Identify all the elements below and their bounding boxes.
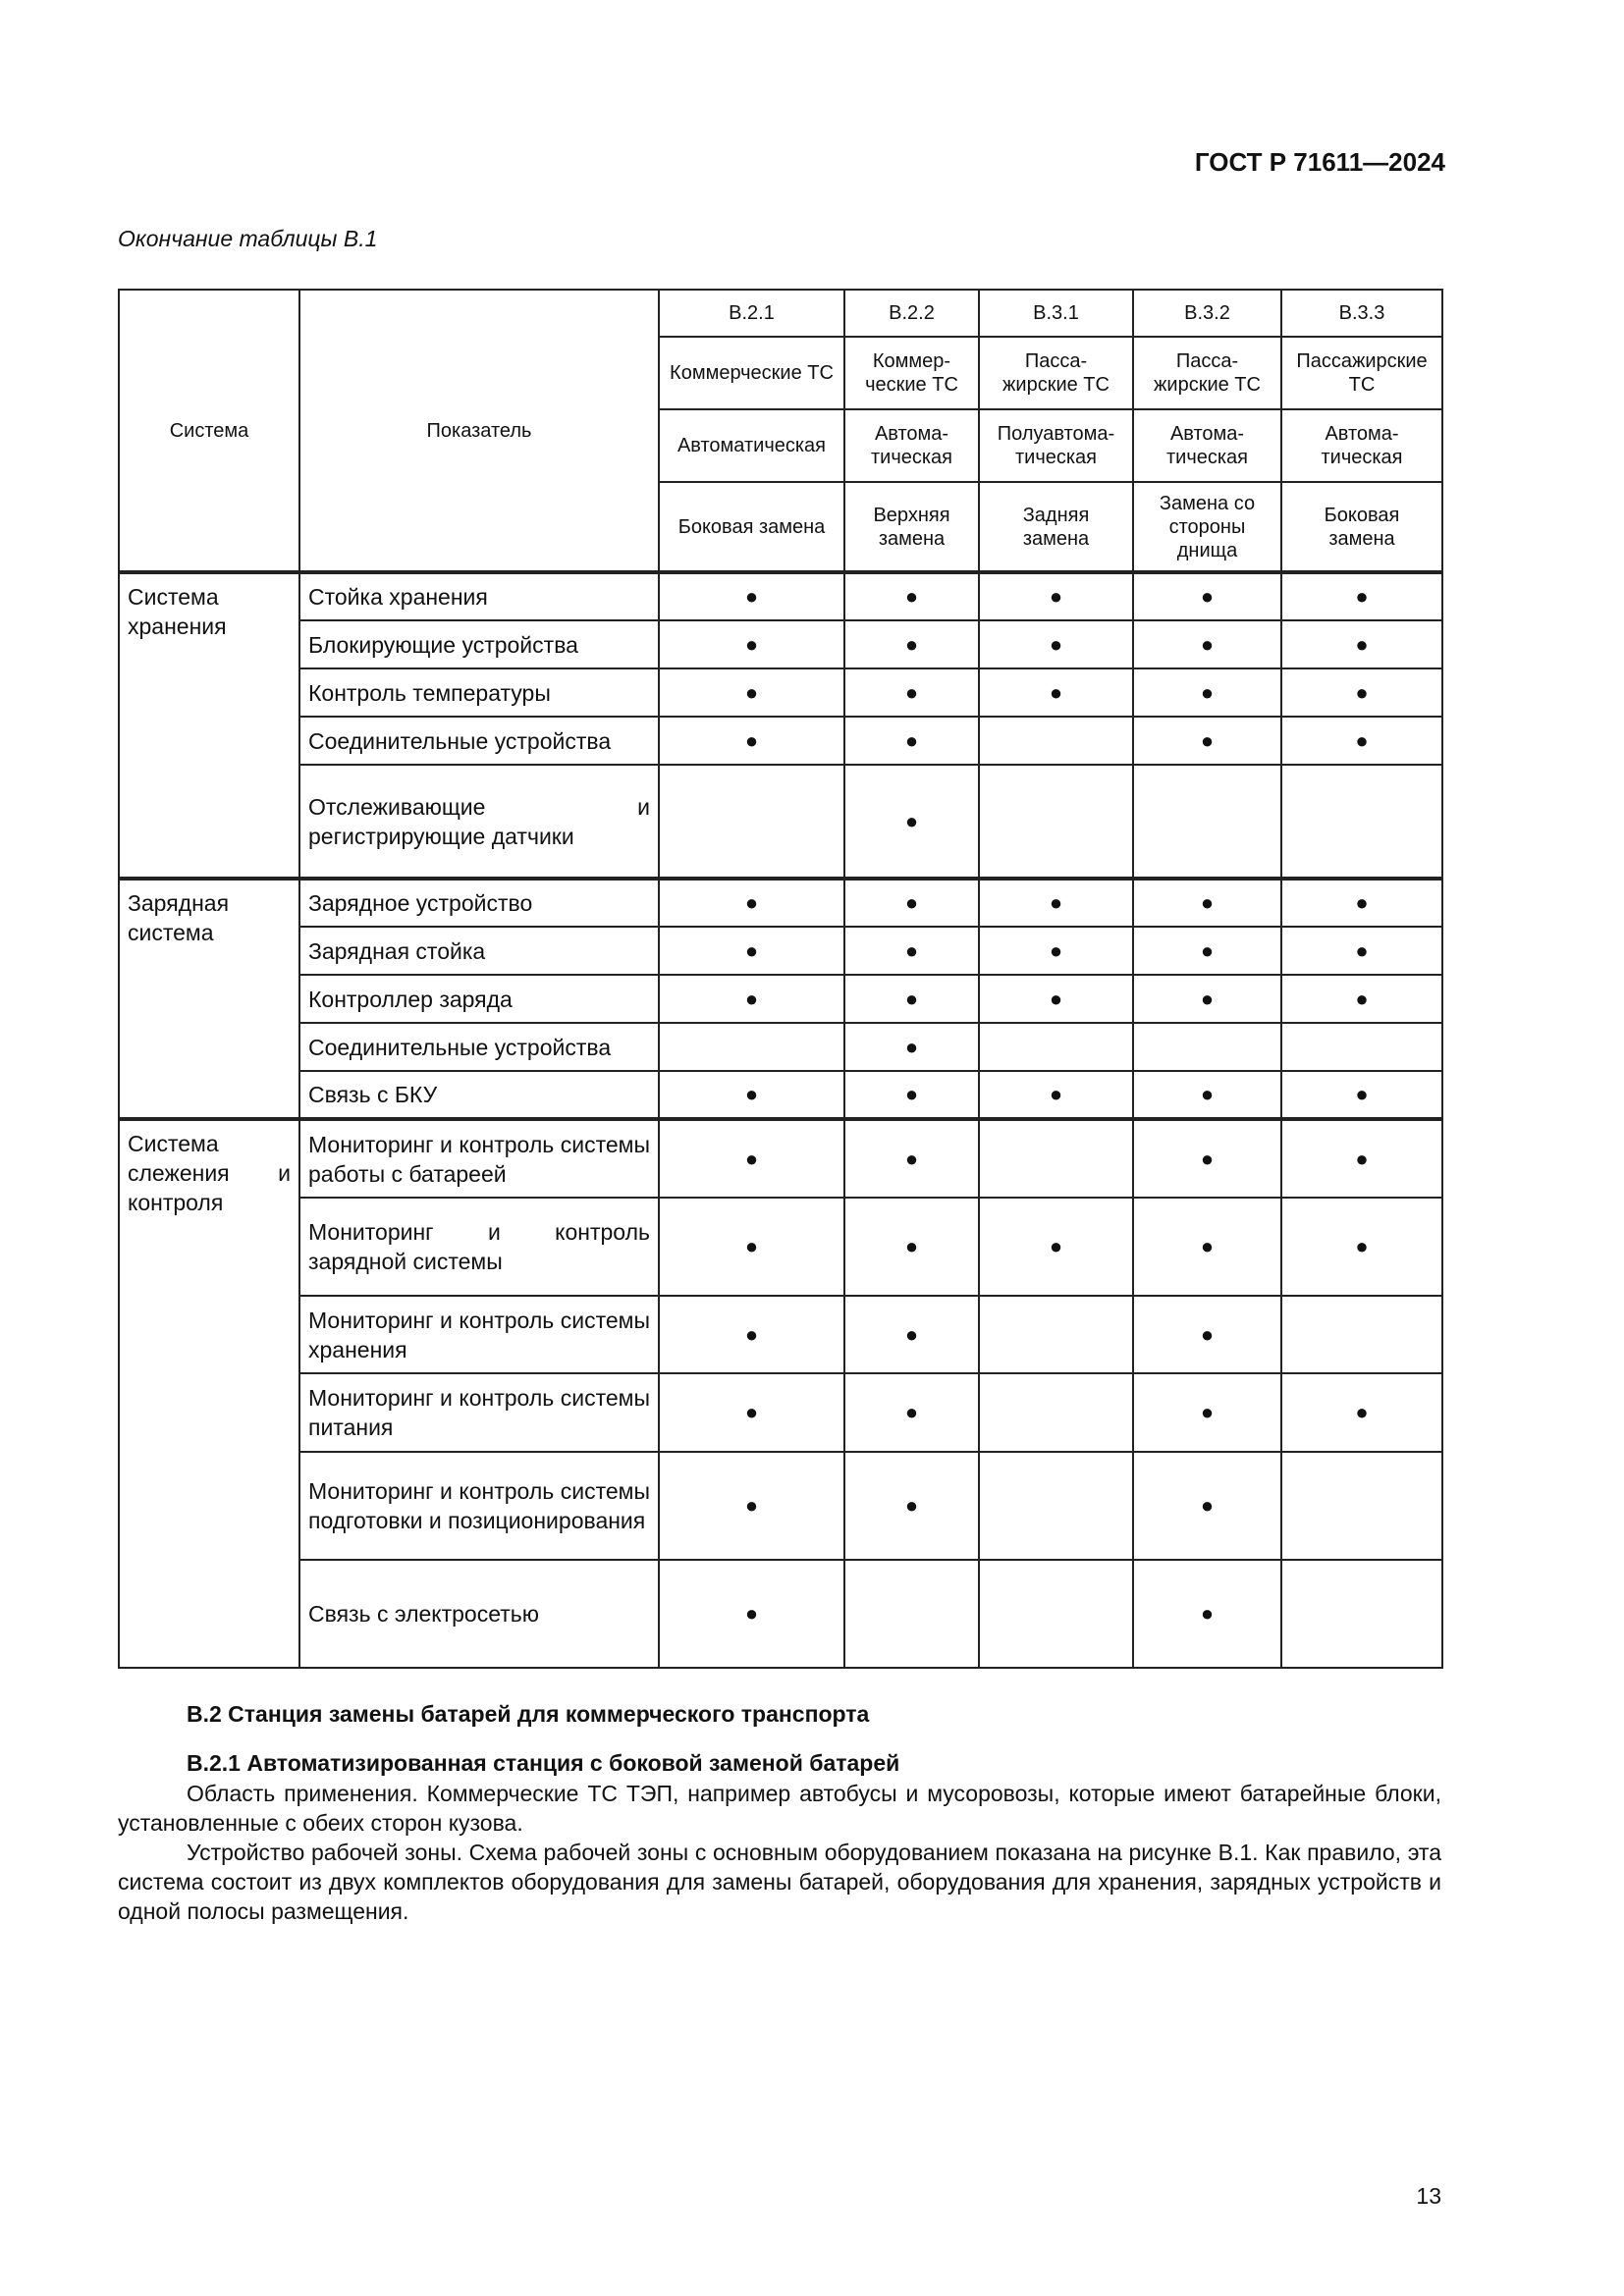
indicator-cell: Мониторинг и контроль системы подготовки и позиционирования xyxy=(299,1452,659,1560)
bullet-mark: ● xyxy=(904,1493,919,1518)
mark-cell xyxy=(1133,1373,1281,1452)
bullet-mark: ● xyxy=(1355,890,1369,915)
bullet-mark: ● xyxy=(744,890,759,915)
mark-cell xyxy=(979,1373,1133,1452)
mark-cell xyxy=(1281,1198,1442,1296)
mark-cell xyxy=(659,1119,844,1198)
bullet-mark: ● xyxy=(744,631,759,657)
bullet-mark: ● xyxy=(904,727,919,753)
header-system: Система xyxy=(119,290,299,572)
mark-cell xyxy=(1281,765,1442,879)
mark-cell xyxy=(659,1071,844,1119)
indicator-cell: Связь с электросетью xyxy=(299,1560,659,1668)
bullet-mark: ● xyxy=(1049,584,1063,609)
bullet-mark: ● xyxy=(1355,584,1369,609)
mark-cell xyxy=(1133,572,1281,620)
mark-cell xyxy=(1281,1071,1442,1119)
mark-cell xyxy=(1133,1560,1281,1668)
mark-cell xyxy=(659,975,844,1023)
mark-cell xyxy=(1281,1119,1442,1198)
header-side: Верхняя замена xyxy=(844,482,979,572)
mark-cell xyxy=(659,668,844,717)
mark-cell xyxy=(979,1560,1133,1668)
equipment-table xyxy=(118,289,1443,1669)
bullet-mark: ● xyxy=(1049,631,1063,657)
indicator-cell: Мониторинг и контроль зарядной системы xyxy=(299,1198,659,1296)
mark-cell xyxy=(844,879,979,927)
mark-cell xyxy=(659,717,844,765)
bullet-mark: ● xyxy=(1355,727,1369,753)
bullet-mark: ● xyxy=(1200,890,1215,915)
bullet-mark: ● xyxy=(744,1321,759,1347)
mark-cell xyxy=(1133,765,1281,879)
bullet-mark: ● xyxy=(904,631,919,657)
mark-cell xyxy=(1281,1296,1442,1373)
bullet-mark: ● xyxy=(1200,631,1215,657)
bullet-mark: ● xyxy=(744,584,759,609)
header-side: Боковая замена xyxy=(659,482,844,572)
mark-cell xyxy=(659,572,844,620)
mark-cell xyxy=(1133,1119,1281,1198)
mark-cell xyxy=(1281,717,1442,765)
bullet-mark: ● xyxy=(1200,1234,1215,1258)
bullet-mark: ● xyxy=(1200,1321,1215,1347)
bullet-mark: ● xyxy=(904,679,919,705)
table-row xyxy=(119,668,1442,717)
header-mode: Автома-тическая xyxy=(844,409,979,482)
mark-cell xyxy=(659,1296,844,1373)
mark-cell xyxy=(1133,1296,1281,1373)
bullet-mark: ● xyxy=(1049,937,1063,963)
mark-cell xyxy=(979,1119,1133,1198)
mark-cell xyxy=(844,1296,979,1373)
paragraph-scope: Область применения. Коммерческие ТС ТЭП, например автобусы и мусоровозы, которые имеют батарейные блоки, установленные с обеих сторон кузова. xyxy=(118,1781,1441,1836)
header-mode: Автоматическая xyxy=(659,409,844,482)
bullet-mark: ● xyxy=(904,890,919,915)
table-row xyxy=(119,765,1442,879)
table-row xyxy=(119,1560,1442,1668)
bullet-mark: ● xyxy=(1049,1234,1063,1258)
bullet-mark: ● xyxy=(1049,1082,1063,1106)
mark-cell xyxy=(844,1071,979,1119)
mark-cell xyxy=(659,765,844,879)
header-code: B.2.1 xyxy=(659,290,844,337)
indicator-cell: Соединительные устройства xyxy=(299,1023,659,1071)
mark-cell xyxy=(1281,668,1442,717)
mark-cell xyxy=(979,1071,1133,1119)
table-row xyxy=(119,1023,1442,1071)
mark-cell xyxy=(1133,1071,1281,1119)
bullet-mark: ● xyxy=(1355,937,1369,963)
mark-cell xyxy=(1133,668,1281,717)
mark-cell xyxy=(1281,1373,1442,1452)
mark-cell xyxy=(1281,572,1442,620)
header-row-codes xyxy=(119,290,1442,337)
header-vehicle: Пасса-жирские ТС xyxy=(1133,337,1281,409)
bullet-mark: ● xyxy=(1355,631,1369,657)
page-number: 13 xyxy=(1416,2183,1441,2209)
mark-cell xyxy=(844,1023,979,1071)
mark-cell xyxy=(659,1452,844,1560)
header-indicator: Показатель xyxy=(299,290,659,572)
mark-cell xyxy=(844,572,979,620)
bullet-mark: ● xyxy=(904,937,919,963)
bullet-mark: ● xyxy=(904,1146,919,1171)
mark-cell xyxy=(979,717,1133,765)
mark-cell xyxy=(979,1452,1133,1560)
mark-cell xyxy=(1281,975,1442,1023)
bullet-mark: ● xyxy=(1200,584,1215,609)
header-code: B.3.3 xyxy=(1281,290,1442,337)
mark-cell xyxy=(844,1119,979,1198)
bullet-mark: ● xyxy=(1355,986,1369,1011)
mark-cell xyxy=(844,1452,979,1560)
document-code: ГОСТ Р 71611—2024 xyxy=(1194,147,1445,177)
mark-cell xyxy=(1133,620,1281,668)
indicator-cell: Стойка хранения xyxy=(299,572,659,620)
mark-cell xyxy=(659,1560,844,1668)
bullet-mark: ● xyxy=(744,727,759,753)
mark-cell xyxy=(659,927,844,975)
table-row xyxy=(119,1198,1442,1296)
table-caption: Окончание таблицы В.1 xyxy=(118,226,378,251)
mark-cell xyxy=(979,879,1133,927)
mark-cell xyxy=(844,620,979,668)
section-heading-b21: В.2.1 Автоматизированная станция с боковой заменой батарей xyxy=(187,1750,900,1776)
mark-cell xyxy=(979,975,1133,1023)
table-row xyxy=(119,620,1442,668)
section-heading-b2: В.2 Станция замены батарей для коммерческого транспорта xyxy=(187,1701,870,1727)
mark-cell xyxy=(1281,620,1442,668)
bullet-mark: ● xyxy=(1200,937,1215,963)
bullet-mark: ● xyxy=(1200,679,1215,705)
mark-cell xyxy=(1133,1198,1281,1296)
mark-cell xyxy=(1281,927,1442,975)
table-row xyxy=(119,1296,1442,1373)
bullet-mark: ● xyxy=(744,679,759,705)
mark-cell xyxy=(844,1198,979,1296)
header-side: Задняя замена xyxy=(979,482,1133,572)
bullet-mark: ● xyxy=(904,584,919,609)
mark-cell xyxy=(1133,1452,1281,1560)
mark-cell xyxy=(1133,717,1281,765)
bullet-mark: ● xyxy=(744,937,759,963)
mark-cell xyxy=(659,1023,844,1071)
table-row xyxy=(119,1373,1442,1452)
bullet-mark: ● xyxy=(1355,1146,1369,1171)
mark-cell xyxy=(844,765,979,879)
mark-cell xyxy=(844,1560,979,1668)
mark-cell xyxy=(1133,927,1281,975)
bullet-mark: ● xyxy=(1200,727,1215,753)
bullet-mark: ● xyxy=(904,808,919,833)
indicator-cell: Зарядная стойка xyxy=(299,927,659,975)
mark-cell xyxy=(1133,975,1281,1023)
bullet-mark: ● xyxy=(904,1082,919,1106)
bullet-mark: ● xyxy=(1049,986,1063,1011)
header-vehicle: Коммерческие ТС xyxy=(659,337,844,409)
indicator-cell: Соединительные устройства xyxy=(299,717,659,765)
bullet-mark: ● xyxy=(744,1601,759,1626)
mark-cell xyxy=(1281,1023,1442,1071)
bullet-mark: ● xyxy=(1200,1601,1215,1626)
mark-cell xyxy=(844,1373,979,1452)
header-mode: Полуавтома-тическая xyxy=(979,409,1133,482)
bullet-mark: ● xyxy=(744,986,759,1011)
mark-cell xyxy=(844,717,979,765)
bullet-mark: ● xyxy=(1200,1400,1215,1424)
mark-cell xyxy=(979,1296,1133,1373)
bullet-mark: ● xyxy=(1355,1082,1369,1106)
mark-cell xyxy=(979,765,1133,879)
bullet-mark: ● xyxy=(744,1400,759,1424)
table-row xyxy=(119,975,1442,1023)
bullet-mark: ● xyxy=(1049,679,1063,705)
mark-cell xyxy=(1281,1560,1442,1668)
bullet-mark: ● xyxy=(1049,890,1063,915)
bullet-mark: ● xyxy=(1355,1234,1369,1258)
bullet-mark: ● xyxy=(1200,986,1215,1011)
mark-cell xyxy=(844,668,979,717)
system-cell: Зарядная система xyxy=(119,879,299,1119)
indicator-cell: Мониторинг и контроль системы питания xyxy=(299,1373,659,1452)
bullet-mark: ● xyxy=(744,1234,759,1258)
header-vehicle: Пасса-жирские ТС xyxy=(979,337,1133,409)
bullet-mark: ● xyxy=(744,1493,759,1518)
bullet-mark: ● xyxy=(744,1082,759,1106)
indicator-cell: Мониторинг и контроль системы хранения xyxy=(299,1296,659,1373)
table-row xyxy=(119,572,1442,620)
bullet-mark: ● xyxy=(904,1034,919,1059)
mark-cell xyxy=(979,927,1133,975)
mark-cell xyxy=(659,1198,844,1296)
table-row xyxy=(119,879,1442,927)
mark-cell xyxy=(1133,1023,1281,1071)
system-cell: Система слежения и контроля xyxy=(119,1119,299,1668)
mark-cell xyxy=(659,620,844,668)
bullet-mark: ● xyxy=(904,1400,919,1424)
mark-cell xyxy=(844,927,979,975)
table-row xyxy=(119,1071,1442,1119)
mark-cell xyxy=(844,975,979,1023)
table-row xyxy=(119,927,1442,975)
bullet-mark: ● xyxy=(744,1146,759,1171)
bullet-mark: ● xyxy=(904,986,919,1011)
bullet-mark: ● xyxy=(1200,1493,1215,1518)
indicator-cell: Контроль температуры xyxy=(299,668,659,717)
mark-cell xyxy=(659,1373,844,1452)
mark-cell xyxy=(979,668,1133,717)
mark-cell xyxy=(659,879,844,927)
bullet-mark: ● xyxy=(1200,1146,1215,1171)
mark-cell xyxy=(1133,879,1281,927)
header-mode: Автома-тическая xyxy=(1133,409,1281,482)
table-row xyxy=(119,1452,1442,1560)
bullet-mark: ● xyxy=(1355,679,1369,705)
mark-cell xyxy=(979,620,1133,668)
header-vehicle: Пассажирские ТС xyxy=(1281,337,1442,409)
indicator-cell: Отслеживающие и регистрирующие датчики xyxy=(299,765,659,879)
table-row xyxy=(119,1119,1442,1198)
mark-cell xyxy=(979,1023,1133,1071)
mark-cell xyxy=(1281,1452,1442,1560)
bullet-mark: ● xyxy=(904,1321,919,1347)
bullet-mark: ● xyxy=(1200,1082,1215,1106)
system-cell: Система хранения xyxy=(119,572,299,879)
header-side: Боковая замена xyxy=(1281,482,1442,572)
indicator-cell: Связь с БКУ xyxy=(299,1071,659,1119)
header-vehicle: Коммер-ческие ТС xyxy=(844,337,979,409)
mark-cell xyxy=(979,1198,1133,1296)
indicator-cell: Контроллер заряда xyxy=(299,975,659,1023)
indicator-cell: Блокирующие устройства xyxy=(299,620,659,668)
mark-cell xyxy=(1281,879,1442,927)
indicator-cell: Зарядное устройство xyxy=(299,879,659,927)
header-code: B.3.2 xyxy=(1133,290,1281,337)
table-row xyxy=(119,717,1442,765)
bullet-mark: ● xyxy=(1355,1400,1369,1424)
bullet-mark: ● xyxy=(904,1234,919,1258)
header-side: Замена со стороны днища xyxy=(1133,482,1281,572)
header-mode: Автома-тическая xyxy=(1281,409,1442,482)
header-code: B.3.1 xyxy=(979,290,1133,337)
paragraph-layout: Устройство рабочей зоны. Схема рабочей зоны с основным оборудованием показана на рисунке В.1. Как правило, эта система состоит из двух комплектов оборудования для замены батарей, оборудования для хранения, зарядных устройств и одной полосы размещения. xyxy=(118,1840,1441,1924)
mark-cell xyxy=(979,572,1133,620)
header-code: B.2.2 xyxy=(844,290,979,337)
indicator-cell: Мониторинг и контроль системы работы с батареей xyxy=(299,1119,659,1198)
